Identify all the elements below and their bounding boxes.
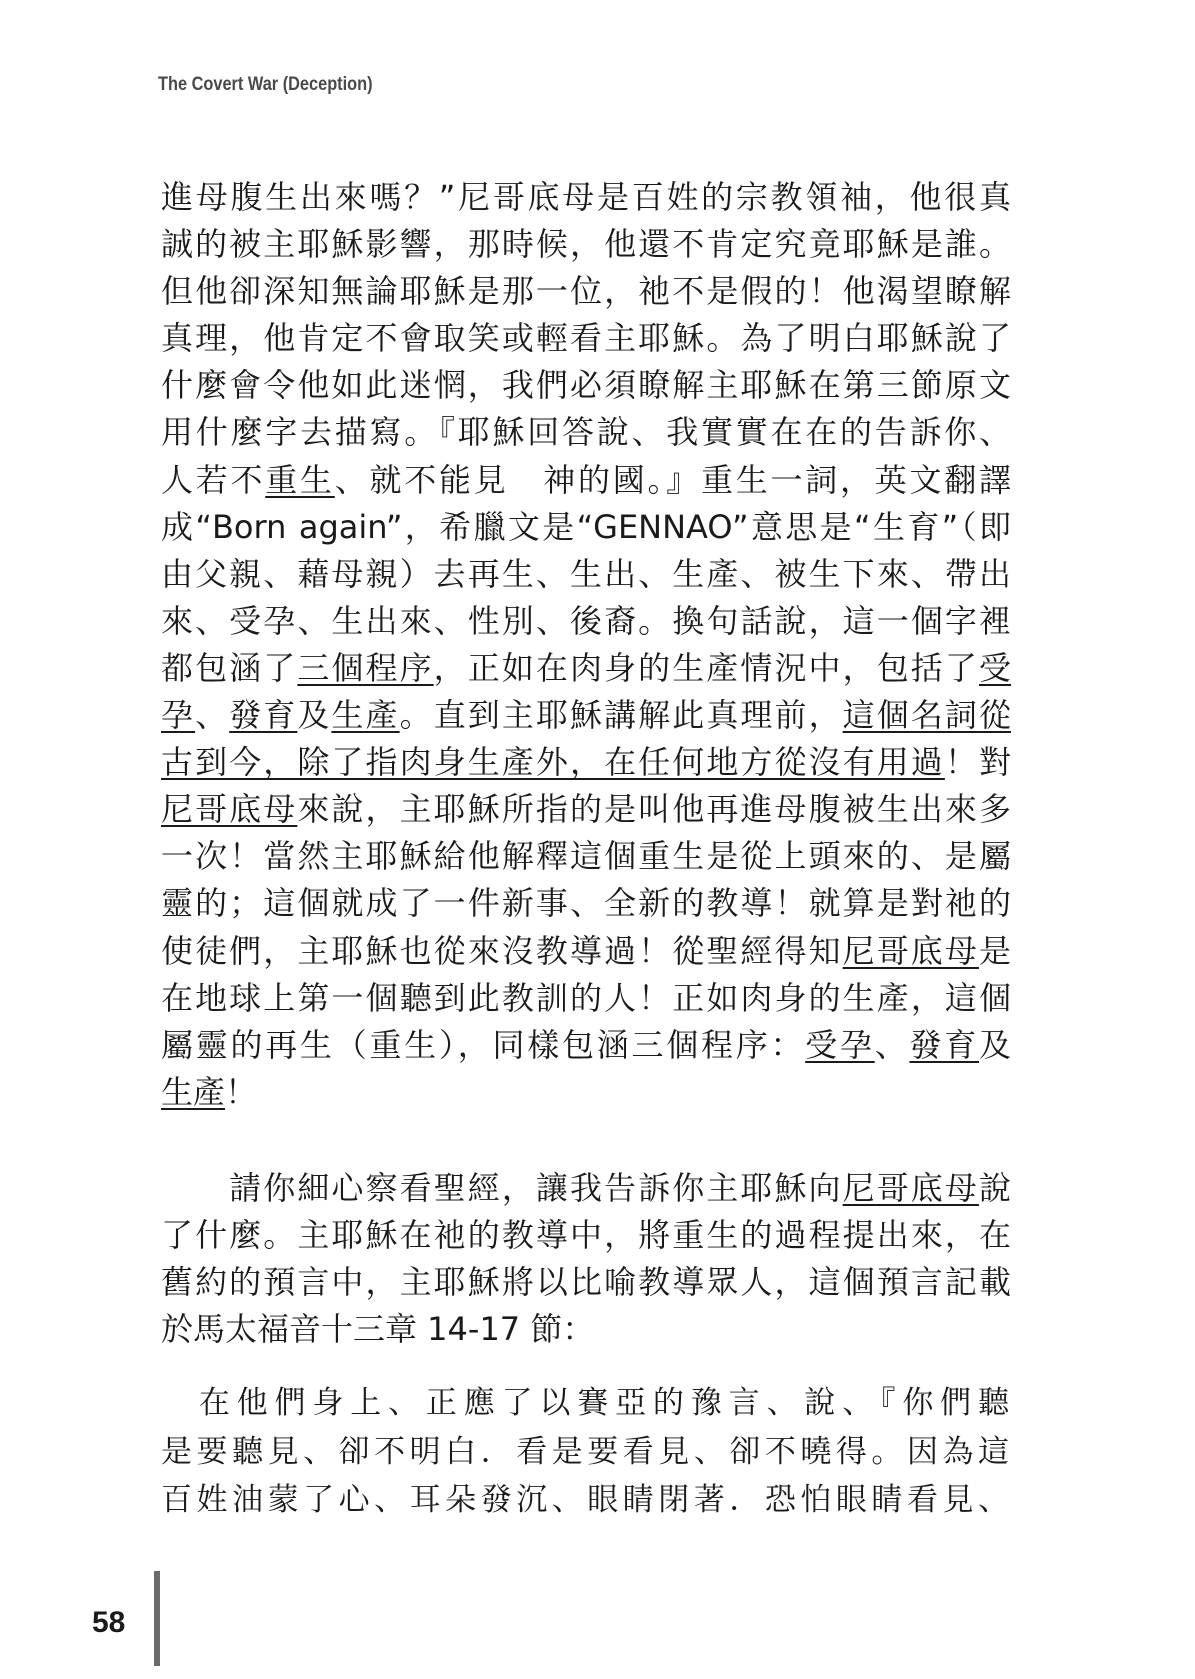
text-run: 使徒們，主耶穌也從來沒教導過！從聖經得知	[161, 931, 843, 970]
scripture-quote	[161, 1379, 1011, 1525]
text-run: 、	[195, 696, 230, 735]
text-line	[161, 645, 1011, 692]
underlined-term: 古到今，除了指肉身生產外，在任何地方從沒有用過	[161, 743, 945, 782]
underlined-term: 受	[978, 648, 1011, 687]
text-line: 舊約的預言中，主耶穌將以比喻教導眾人，這個預言記載	[161, 1263, 1011, 1302]
text-line: 於馬太福音十三章 14-17 節：	[161, 1310, 595, 1349]
text-line: 在地球上第一個聽到此教訓的人！正如肉身的生產，這個	[161, 978, 1011, 1017]
underlined-term: 孕	[161, 696, 196, 735]
text-line: 一次！當然主耶穌給他解釋這個重生是從上頭來的、是屬	[161, 837, 1011, 876]
underlined-term: 尼哥底母	[161, 790, 298, 829]
text-run: 來說，主耶穌所指的是叫他再進母腹被生出來多	[297, 790, 1011, 829]
text-run: 及	[297, 696, 332, 735]
text-line	[161, 786, 1011, 833]
page-number: 58	[92, 1606, 126, 1639]
text-run: 是	[978, 931, 1011, 970]
underlined-term: 發育	[229, 696, 298, 735]
text-line: 但他卻深知無論耶穌是那一位，祂不是假的！他渴望瞭解	[161, 272, 1011, 311]
body-paragraph-1	[161, 174, 1011, 1116]
text-line	[161, 692, 1011, 739]
page-number-rule	[154, 1571, 160, 1666]
text-line: 什麼會令他如此迷惘，我們必須瞭解主耶穌在第三節原文	[161, 366, 1011, 405]
text-run: 、就不能見 神的國。』重生一詞，英文翻譯	[334, 460, 1011, 499]
text-run: 屬靈的再生（重生），同樣包涵三個程序：	[161, 1025, 806, 1064]
underlined-term: 這個名詞從	[842, 696, 1011, 735]
underlined-term: 受孕	[805, 1025, 875, 1064]
running-header-title: The Covert War (Deception)	[158, 74, 373, 95]
underlined-term: 生產	[161, 1072, 226, 1111]
text-run: 說	[978, 1169, 1011, 1207]
text-line: 用什麼字去描寫。『耶穌回答說、我實實在在的告訴你、	[161, 413, 1011, 452]
text-line	[161, 1165, 1011, 1212]
text-line	[161, 1069, 1011, 1116]
underlined-term: 尼哥底母	[842, 1169, 979, 1207]
text-line	[161, 1022, 1011, 1069]
quote-line: 在他們身上、正應了以賽亞的豫言、說、『你們聽	[161, 1385, 1011, 1421]
text-line: 誠的被主耶穌影響，那時候，他還不肯定究竟耶穌是誰。	[161, 225, 1011, 264]
text-line: 了什麼。主耶穌在祂的教導中，將重生的過程提出來，在	[161, 1216, 1011, 1255]
quote-line: 百姓油蒙了心、耳朵發沉、眼睛閉著．恐怕眼睛看見、	[161, 1482, 1011, 1518]
text-line	[161, 928, 1011, 975]
text-line: 真理，他肯定不會取笑或輕看主耶穌。為了明白耶穌說了	[161, 319, 1011, 358]
text-run: 人若不	[161, 460, 266, 499]
text-run: ！	[225, 1072, 258, 1111]
underlined-term: 重生	[265, 460, 335, 499]
text-run: 請你細心察看聖經，讓我告訴你主耶穌向	[161, 1169, 843, 1207]
underlined-term: 生產	[331, 696, 400, 735]
text-line	[161, 739, 1011, 786]
underlined-term: 發育	[909, 1025, 979, 1064]
text-line: 來、受孕、生出來、性別、後裔。換句話說，這一個字裡	[161, 601, 1011, 640]
text-run: ！對	[944, 743, 1011, 782]
quote-line: 是要聽見、卻不明白．看是要看見、卻不曉得。因為這	[161, 1433, 1011, 1470]
text-line: 成“Born again”，希臘文是“GENNAO”意思是“生育”（即	[161, 507, 1011, 546]
text-line: 靈的；這個就成了一件新事、全新的教導！就算是對祂的	[161, 884, 1011, 923]
underlined-term: 尼哥底母	[842, 931, 979, 970]
text-line: 進母腹生出來嗎？”尼哥底母是百姓的宗教領袖，他很真	[161, 178, 1011, 216]
body-paragraph-2	[161, 1165, 1011, 1353]
text-line	[161, 457, 1011, 504]
text-run: 及	[978, 1025, 1011, 1064]
text-line: 由父親、藉母親）去再生、生出、生產、被生下來、帶出	[161, 554, 1011, 593]
text-run: 都包涵了	[161, 648, 298, 687]
text-run: 、	[874, 1025, 910, 1064]
text-run: ，正如在肉身的生產情況中，包括了	[433, 648, 979, 687]
underlined-term: 三個程序	[297, 648, 434, 687]
text-run: 。直到主耶穌講解此真理前，	[399, 696, 843, 735]
